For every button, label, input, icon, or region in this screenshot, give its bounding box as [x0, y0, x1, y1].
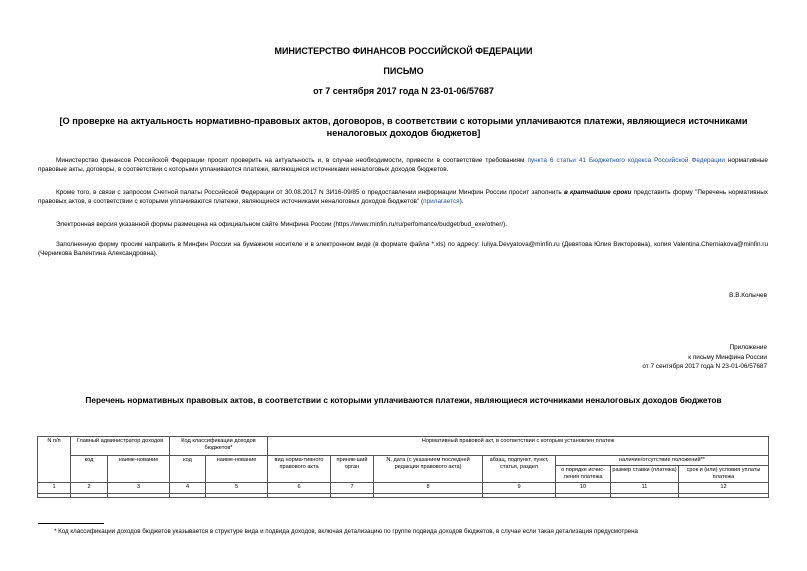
table-cell[interactable]	[483, 494, 556, 498]
table-cell[interactable]	[679, 494, 769, 498]
column-number: 1	[38, 483, 71, 494]
p1-text-end: нормативные правовые акты, договоры, в соответствии с которыми уплачиваются платежи, являющиеся источниками неналоговых доходов бюджетов.	[38, 157, 768, 174]
header-code: Код классификации доходов бюджетов*	[170, 437, 268, 456]
doc-date-number: от 7 сентября 2017 года N 23-01-06/57687	[313, 86, 494, 96]
ministry-heading: МИНИСТЕРСТВО ФИНАНСОВ РОССИЙСКОЙ ФЕДЕРАЦИИ	[274, 46, 533, 56]
footnote-divider	[38, 523, 104, 524]
paragraph-2	[38, 188, 768, 207]
header-act: Нормативный правовой акт, в соответствии с которым установлен платеж	[268, 437, 769, 456]
acts-form-table	[37, 436, 769, 498]
p2-text-mid: представить форму "Перечень нормативных правовых актов, в соответствии с которыми уплачиваются платежи, являющиеся источниками неналоговых доходов бюджетов" (	[38, 189, 768, 206]
table-cell[interactable]	[38, 494, 71, 498]
header-admin: Главный администратор доходов	[71, 437, 170, 456]
letter-title: [О проверке на актуальность нормативно-правовых актов, договоров, в соответствии с которыми уплачиваются платежи, являющиеся источниками неналоговых доходов бюджетов]	[59, 116, 748, 138]
column-number: 2	[71, 483, 108, 494]
appendix-reference	[642, 343, 767, 372]
sub-header-organ: приняв-ший орган	[331, 456, 374, 483]
table-header-row-2	[38, 456, 769, 466]
table-cell[interactable]	[71, 494, 108, 498]
column-number: 4	[170, 483, 206, 494]
table-cell[interactable]	[268, 494, 331, 498]
empty-data-row	[38, 494, 769, 498]
table-cell[interactable]	[108, 494, 170, 498]
table-cell[interactable]	[611, 494, 679, 498]
table-cell[interactable]	[170, 494, 206, 498]
footnote: * Код классификации доходов бюджетов указывается в структуре вида и подвида доходов, включая детализацию по группе подвида доходов бюджетов, в случае если такая детализация предусмотрена	[54, 528, 638, 535]
column-numbers-row	[38, 483, 769, 494]
column-number: 7	[331, 483, 374, 494]
column-number: 6	[268, 483, 331, 494]
sub-header-poryadok: о порядке исчис-ления платежа	[556, 466, 611, 483]
appendix-line-2: к письму Минфина России	[688, 353, 767, 361]
appendix-line-1: Приложение	[729, 344, 767, 351]
list-title: Перечень нормативных правовых актов, в соответствии с которыми уплачиваются платежи, являющиеся источниками неналоговых доходов бюджетов	[85, 395, 722, 405]
budget-code-link[interactable]: пункта 6 статьи 41 Бюджетного кодекса Российской Федерации	[527, 157, 725, 164]
sub-header-kod-1: код	[71, 456, 108, 483]
p2-emphasis: в кратчайшие сроки	[563, 189, 632, 196]
table-cell[interactable]	[331, 494, 374, 498]
paragraph-3: Электронная версия указанной формы размещена на официальном сайте Минфина России (https://www.minfin.ru/ru/perfomance/budget/bud_exe/other/).	[56, 221, 508, 228]
doc-type-heading: ПИСЬМО	[383, 66, 424, 76]
sub-header-srok: срок и (или) условия уплаты платежа	[679, 466, 769, 483]
paragraph-1	[38, 156, 768, 175]
sub-header-vid: вид норма-тивного правового акта	[268, 456, 331, 483]
table-cell[interactable]	[556, 494, 611, 498]
sub-header-kod-2: код	[170, 456, 206, 483]
table-header-row-1	[38, 437, 769, 456]
column-number: 10	[556, 483, 611, 494]
column-number: 9	[483, 483, 556, 494]
column-number: 12	[679, 483, 769, 494]
sub-header-nalichie: наличие/отсутствие положений**	[556, 456, 769, 466]
signature: В.В.Колычев	[729, 292, 767, 299]
sub-header-name-1: наиме-нование	[108, 456, 170, 483]
column-number: 5	[206, 483, 268, 494]
column-number: 3	[108, 483, 170, 494]
p2-text-start: Кроме того, в связи с запросом Счетной палаты Российской Федерации от 30.08.2017 N ЗИ16-09/85 о предоставлении информации Минфин России просит заполнить	[56, 189, 564, 196]
p2-text-end: ).	[459, 198, 464, 206]
table-cell[interactable]	[206, 494, 268, 498]
sub-header-abzac: абзац, подпункт, пункт, статья, раздел	[483, 456, 556, 483]
sub-header-name-2: наиме-нование	[206, 456, 268, 483]
column-number: 8	[374, 483, 483, 494]
p1-text-start: Министерство финансов Российской Федерации просит проверить на актуальность и, в случае необходимости, привести в соответствие требованиям	[56, 157, 528, 164]
paragraph-4: Заполненную форму просим направить в Минфин России на бумажном носителе и в электронном виде (в формате файла *.xls) по адресу: Iuliya.Devyatova@minfin.ru (Девятова Юлия Викторовна), копия Valentina.Cherniakova@minfin.ru (Черникова Валентина Александровна).	[38, 241, 768, 258]
sub-header-razmer: размер ставки (платежа)	[611, 466, 679, 483]
column-number: 11	[611, 483, 679, 494]
appendix-line-3: от 7 сентября 2017 года N 23-01-06/57687	[642, 363, 767, 371]
attachment-link[interactable]: прилагается	[423, 198, 460, 206]
sub-header-ndate: N, дата (с указанием последней редакции правового акта)	[374, 456, 483, 483]
header-num: N п/п	[38, 437, 71, 483]
table-cell[interactable]	[374, 494, 483, 498]
